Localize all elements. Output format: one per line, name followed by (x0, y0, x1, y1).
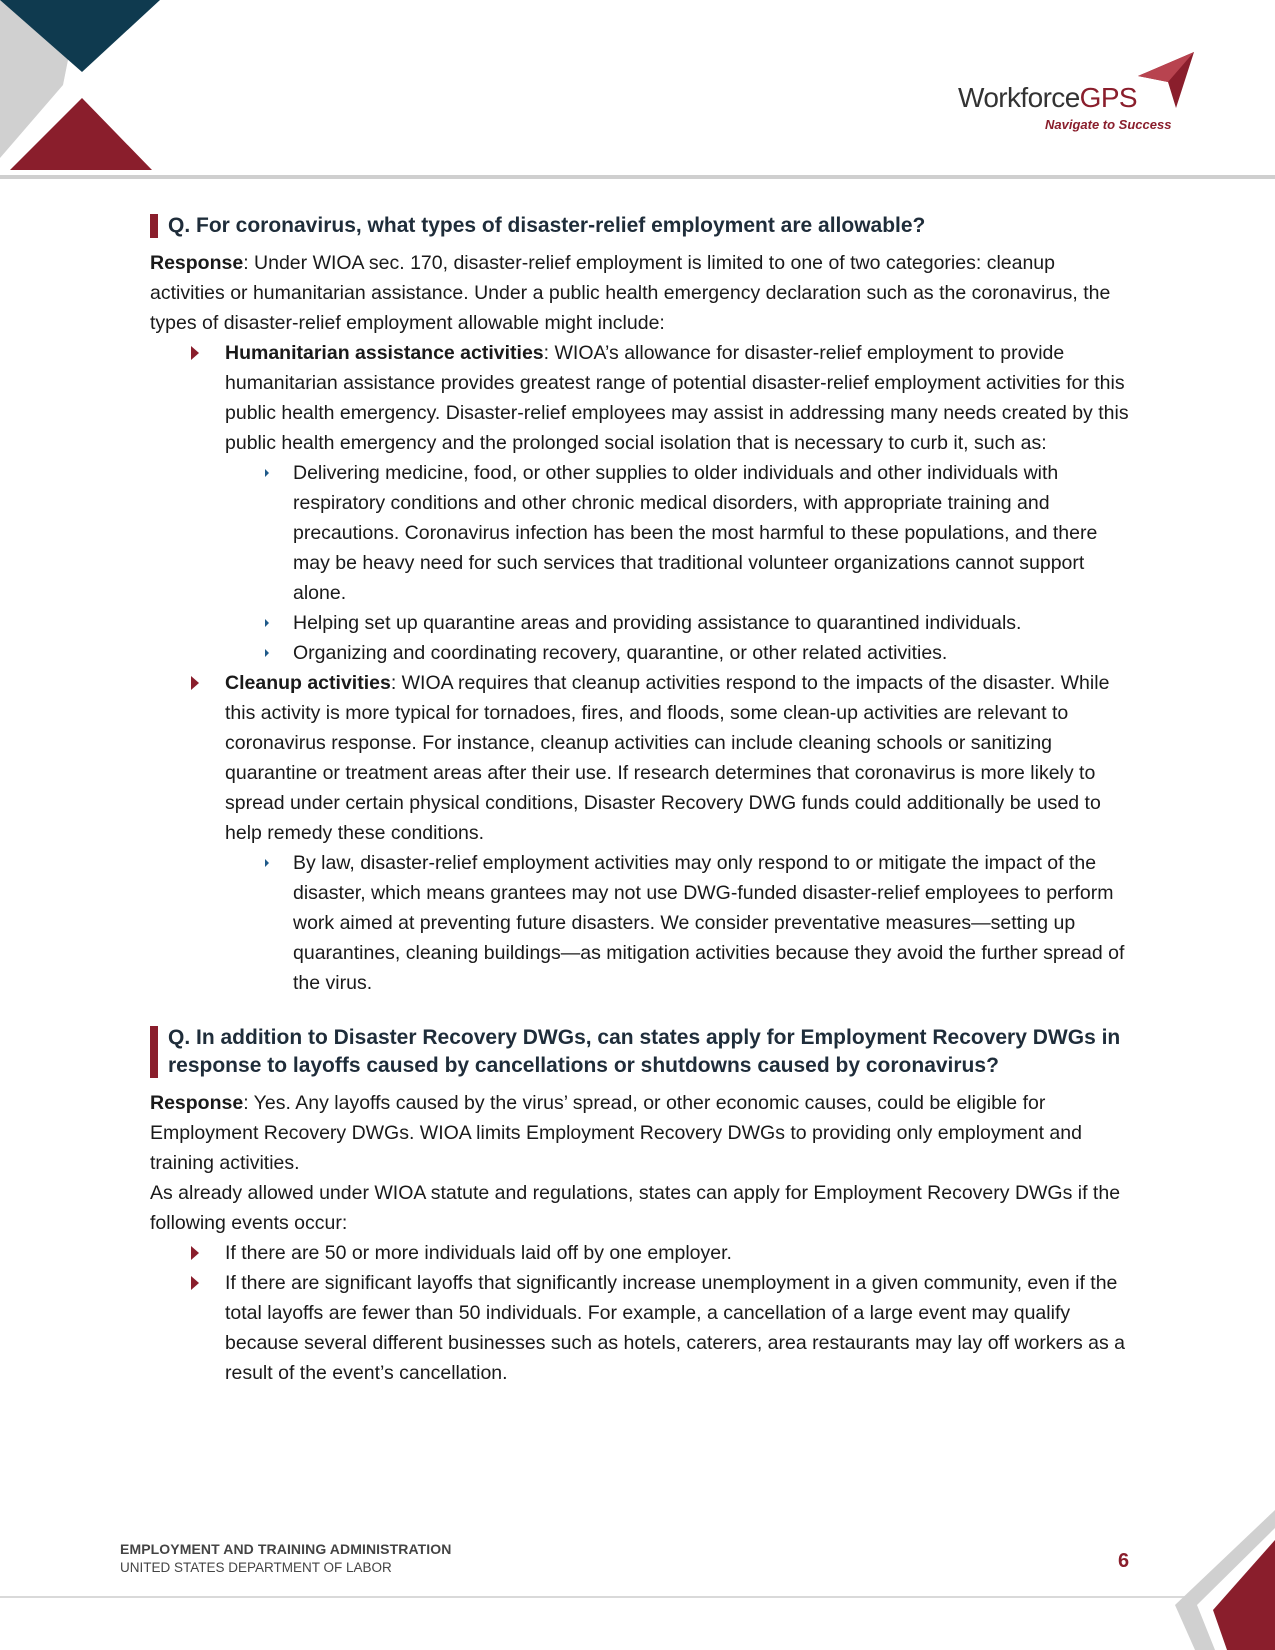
list-item (225, 338, 1130, 668)
list-item-text: : WIOA’s allowance for disaster-relief employment to provide humanitarian assistance provides greatest range of potential disaster-relief employment activities for this public health emergency. Disaster-relief employees may assist in addressing many needs created by this public health emergency and the prolonged social isolation that is necessary to curb it, such as: (225, 342, 1129, 454)
sub-list-item: Helping set up quarantine areas and providing assistance to quarantined individuals. (293, 608, 1130, 638)
list-item-text: : WIOA requires that cleanup activities respond to the impacts of the disaster. While this activity is more typical for tornadoes, fires, and floods, some clean-up activities are relevant to coronavirus response. For instance, cleanup activities can include cleaning schools or sanitizing quarantine or treatment areas after their use. If research determines that coronavirus is more likely to spread under certain physical conditions, Disaster Recovery DWG funds could additionally be used to help remedy these conditions. (225, 672, 1110, 844)
arrow-logo-icon (1138, 52, 1194, 110)
document-body (150, 212, 1130, 1388)
list-item: If there are significant layoffs that significantly increase unemployment in a given community, even if the total layoffs are fewer than 50 individuals. For example, a cancellation of a large event may qualify because several different businesses such as hotels, caterers, area restaurants may lay off workers as a result of the event’s cancellation. (225, 1268, 1130, 1388)
activity-list (150, 338, 1130, 998)
list-item-label: Cleanup activities (225, 672, 391, 694)
question-heading: Q. In addition to Disaster Recovery DWGs, can states apply for Employment Recovery DWGs in response to layoffs caused by cancellations or shutdowns caused by coronavirus? (150, 1024, 1130, 1080)
body-paragraph: As already allowed under WIOA statute and regulations, states can apply for Employment Recovery DWGs if the following events occur: (150, 1182, 1121, 1234)
header-corner-graphic (0, 0, 170, 178)
response-label: Response (150, 1092, 244, 1114)
list-item (225, 668, 1130, 998)
sub-list-item: Delivering medicine, food, or other supplies to older individuals and other individuals with respiratory conditions and other chronic medical disorders, with appropriate training and precautions. Coronavirus infection has been the most harmful to these populations, and there may be heavy need for such services that traditional volunteer organizations cannot support alone. (293, 458, 1130, 608)
footer-department-name: UNITED STATES DEPARTMENT OF LABOR (120, 1560, 392, 1575)
event-list (150, 1238, 1130, 1388)
sub-list-item: Organizing and coordinating recovery, quarantine, or other related activities. (293, 638, 1130, 668)
sub-list-item: By law, disaster-relief employment activities may only respond to or mitigate the impact of the disaster, which means grantees may not use DWG-funded disaster-relief employees to perform work aimed at preventing future disasters. We consider preventative measures—setting up quarantines, cleaning buildings—as mitigation activities because they avoid the further spread of the virus. (293, 848, 1130, 998)
sub-list (225, 458, 1130, 668)
workforcegps-logo (955, 50, 1195, 140)
header-divider (0, 175, 1275, 179)
footer-corner-graphic (1175, 1510, 1275, 1650)
response-text: : Yes. Any layoffs caused by the virus’ spread, or other economic causes, could be eligible for Employment Recovery DWGs. WIOA limits Employment Recovery DWGs to providing only employment and training activities. (150, 1092, 1082, 1174)
list-item: If there are 50 or more individuals laid off by one employer. (225, 1238, 1130, 1268)
sub-list (225, 848, 1130, 998)
response-paragraph (150, 248, 1130, 338)
logo-tagline: Navigate to Success (1045, 117, 1172, 132)
question-heading: Q. For coronavirus, what types of disaster-relief employment are allowable? (150, 212, 1130, 240)
response-paragraph (150, 1088, 1130, 1178)
list-item-label: Humanitarian assistance activities (225, 342, 544, 364)
response-text: : Under WIOA sec. 170, disaster-relief employment is limited to one of two categories: cleanup activities or humanitarian assistance. Under a public health emergency declaration such as the coronavirus, the types of disaster-relief employment allowable might include: (150, 252, 1111, 334)
footer-divider (0, 1596, 1200, 1598)
logo-wordmark: WorkforceGPS (958, 82, 1138, 113)
footer-agency-name: EMPLOYMENT AND TRAINING ADMINISTRATION (120, 1541, 452, 1557)
page-number: 6 (1118, 1550, 1130, 1572)
response-label: Response (150, 252, 244, 274)
